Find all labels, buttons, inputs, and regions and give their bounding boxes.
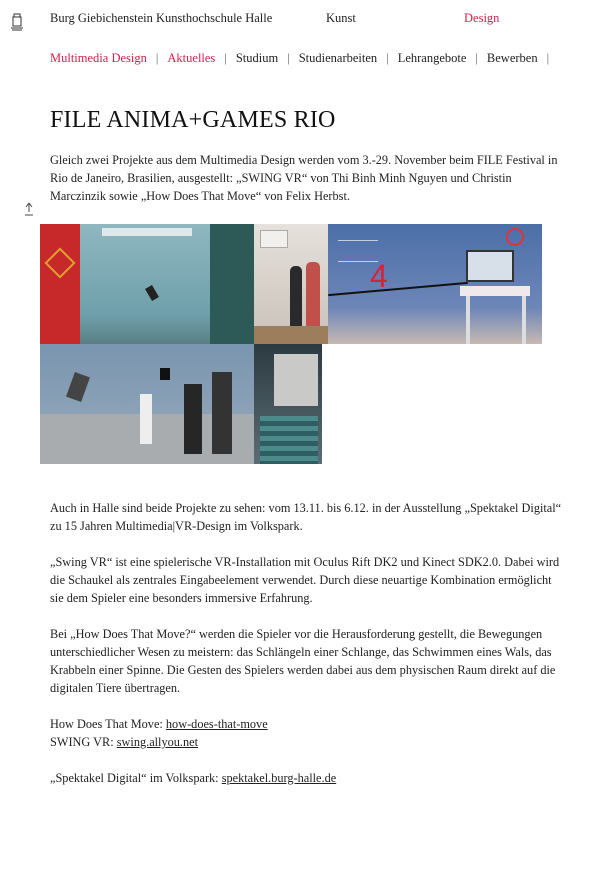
subnav-multimedia-design[interactable]: Multimedia Design (50, 51, 147, 65)
link-label-swing: SWING VR: (50, 735, 117, 749)
link-label-spektakel: „Spektakel Digital“ im Volkspark: (50, 771, 222, 785)
gallery-image-players[interactable] (40, 344, 254, 464)
article-halle-paragraph: Auch in Halle sind beide Projekte zu sehen: vom 13.11. bis 6.12. in der Ausstellung „Spektakel Digital“ zu 15 Jahren Multimedia|VR-Design im Volkspark. (50, 501, 562, 533)
article-intro: Gleich zwei Projekte aus dem Multimedia Design werden vom 3.-29. November beim FILE Festival in Rio de Janeiro, Brasilien, ausgestellt: „SWING VR“ von Thi Binh Minh Nguyen und Christin Marczinzik sowie „How Does That Move“ von Felix Herbst. (50, 153, 558, 203)
article-move-paragraph: Bei „How Does That Move?“ werden die Spieler vor die Herausforderung gestellt, die Bewegungen unterschiedlicher Wesen zu meistern: das Schlängeln einer Schlange, das Schwimmen eines Wals, das Krabbeln einer Spinne. Die Gesten des Spielers werden dabei aus dem physischen Raum direkt auf die digitalen Tiere übertragen. (50, 627, 556, 695)
subnav-separator: | (546, 51, 550, 65)
top-navigation (50, 11, 605, 29)
link-spektakel-digital[interactable]: spektakel.burg-halle.de (221, 771, 337, 785)
link-line-spektakel (50, 769, 565, 787)
article-title: FILE ANIMA+GAMES RIO (50, 107, 336, 133)
link-how-does-that-move[interactable]: how-does-that-move (165, 717, 268, 731)
gallery-image-visitors[interactable] (254, 224, 328, 344)
subnav-separator: | (155, 51, 159, 65)
subnav-aktuelles[interactable]: Aktuelles (167, 51, 216, 65)
subnav-bewerben[interactable]: Bewerben (486, 51, 538, 65)
nav-design-link[interactable]: Design (464, 11, 500, 25)
link-swing-vr[interactable]: swing.allyou.net (116, 735, 199, 749)
link-line-swing (50, 733, 565, 751)
link-label-move: How Does That Move: (50, 717, 166, 731)
subnav-separator: | (224, 51, 227, 65)
link-line-move (50, 715, 565, 733)
gallery-image-entrance[interactable] (254, 344, 322, 464)
article-swing-paragraph: „Swing VR“ ist eine spielerische VR-Installation mit Oculus Rift DK2 und Kinect SDK2.0. Dabei wird die Schaukel als zentrales Eingabeelement verwendet. Durch diese neuartige Kombination ermöglicht sie dem Spieler eine besonders immersive Erfahrung. (50, 555, 560, 605)
subnav-separator: | (287, 51, 290, 65)
subnav-separator: | (386, 51, 389, 65)
scroll-top-icon[interactable] (24, 202, 34, 216)
school-name-link[interactable]: Burg Giebichenstein Kunsthochschule Halle (50, 11, 273, 25)
sub-navigation (50, 51, 558, 66)
subnav-lehrangebote[interactable]: Lehrangebote (397, 51, 467, 65)
subnav-studium[interactable]: Studium (235, 51, 279, 65)
subnav-studienarbeiten[interactable]: Studienarbeiten (298, 51, 378, 65)
gallery-image-exhibition-room[interactable] (328, 224, 542, 344)
burg-logo-icon[interactable] (11, 13, 23, 31)
gallery-digit: 4 (370, 258, 388, 294)
subnav-separator: | (475, 51, 478, 65)
nav-kunst-link[interactable]: Kunst (326, 11, 356, 25)
gallery-image-swing-installation[interactable] (40, 224, 254, 344)
